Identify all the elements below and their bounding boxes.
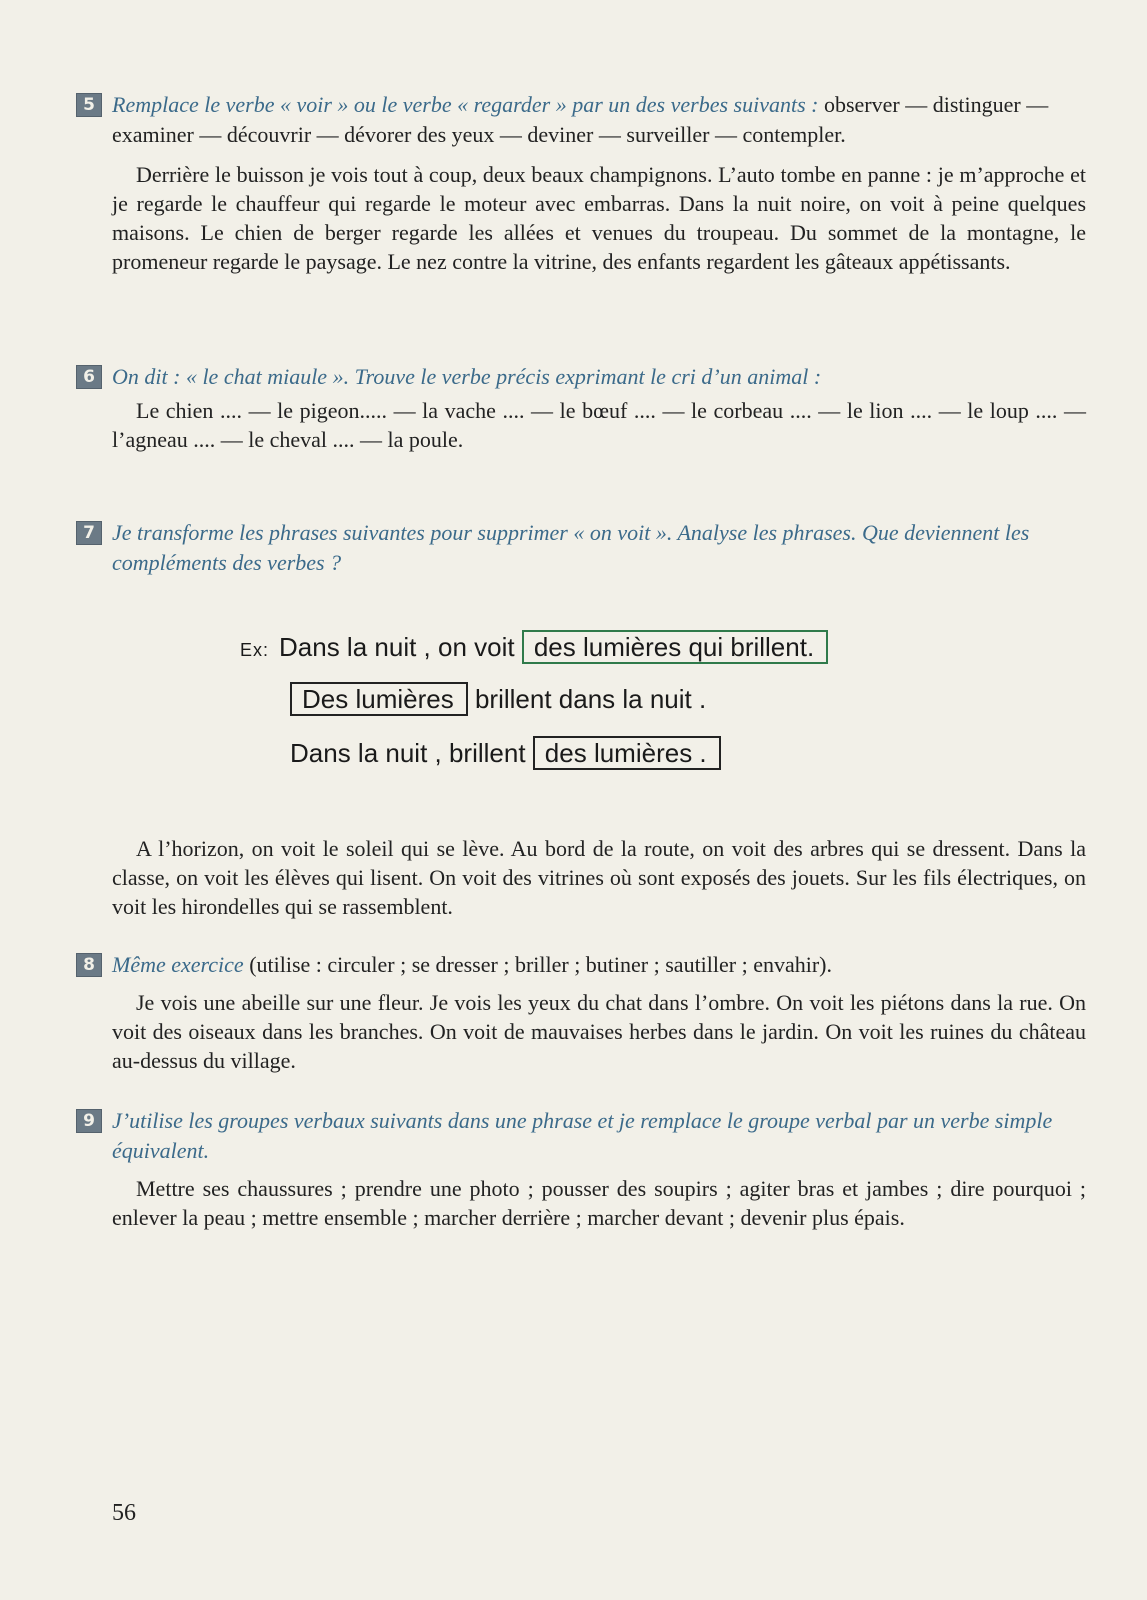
exercise-note: (utilise : circuler ; se dresser ; briller ; butiner ; sautiller ; envahir). <box>243 952 833 977</box>
exercise-text: Derrière le buisson je vois tout à coup, deux beaux champignons. L’auto tombe en panne : je m’approche et je regarde le chauffeur qui regarde le moteur avec embarras. Dans la nuit noire, on voit à peine quelques maisons. Le chien de berger regarde les allées et venues du troupeau. Du sommet de la montagne, le promeneur regarde le paysage. Le nez contre la vitrine, des enfants regardent les gâteaux appétissants. <box>112 162 1086 274</box>
exercise-number-badge: 7 <box>76 521 102 545</box>
example-text: Dans la nuit , brillent <box>290 738 526 768</box>
exercise-number-badge: 6 <box>76 365 102 389</box>
example-line-1 <box>240 630 828 667</box>
exercise-5 <box>76 90 1086 276</box>
example-line-2 <box>290 682 706 716</box>
exercise-6-heading <box>76 362 1086 392</box>
exercise-7-heading <box>76 518 1086 578</box>
exercise-instruction: Je transforme les phrases suivantes pour supprimer « on voit ». Analyse les phrases. Que deviennent les compléments des verbes ? <box>112 520 1030 575</box>
exercise-8 <box>76 950 1086 1075</box>
page-number: 56 <box>112 1500 136 1526</box>
exercise-text: Mettre ses chaussures ; prendre une photo ; pousser des soupirs ; agiter bras et jambes ; dire pourquoi ; enlever la peau ; mettre ensemble ; marcher derrière ; marcher devant ; devenir plus épais. <box>112 1176 1086 1230</box>
exercise-7-text-block <box>76 828 1086 921</box>
example-line-3 <box>290 736 721 770</box>
exercise-8-heading <box>76 950 1086 980</box>
exercise-7 <box>76 518 1086 578</box>
exercise-number-badge: 8 <box>76 953 102 977</box>
example-label: Ex: <box>240 640 270 660</box>
exercise-instruction: On dit : « le chat miaule ». Trouve le verbe précis exprimant le cri d’un animal : <box>112 364 822 389</box>
boxed-complement: des lumières qui brillent. <box>522 630 828 664</box>
exercise-6 <box>76 362 1086 454</box>
exercise-text: A l’horizon, on voit le soleil qui se lève. Au bord de la route, on voit des arbres qui se dressent. Dans la classe, on voit les élèves qui lisent. On voit des vitrines où sont exposés des jouets. Sur les fils électriques, on voit les hirondelles qui se rassemblent. <box>112 836 1086 919</box>
boxed-subject: des lumières . <box>533 736 721 770</box>
boxed-subject: Des lumières <box>290 682 468 716</box>
exercise-number-badge: 5 <box>76 93 102 117</box>
exercise-number-badge: 9 <box>76 1109 102 1133</box>
example-text: brillent dans la nuit . <box>474 684 707 714</box>
exercise-9 <box>76 1106 1086 1232</box>
exercise-text: Le chien .... — le pigeon..... — la vache .... — le bœuf .... — le corbeau .... — le lion .... — le loup .... — l’agneau .... — le cheval .... — la poule. <box>112 398 1086 452</box>
exercise-5-heading <box>76 90 1086 150</box>
exercise-instruction: Remplace le verbe « voir » ou le verbe « regarder » par un des verbes suivants : <box>112 92 819 117</box>
exercise-instruction: Même exercice <box>112 952 244 977</box>
exercise-9-heading <box>76 1106 1086 1166</box>
example-text: Dans la nuit , on voit <box>279 632 515 662</box>
verb-list: observer — distinguer — examiner — découvrir — dévorer des yeux — deviner — surveiller — contempler. <box>112 92 1049 147</box>
exercise-instruction: J’utilise les groupes verbaux suivants dans une phrase et je remplace le groupe verbal par un verbe simple équivalent. <box>112 1108 1053 1163</box>
exercise-text: Je vois une abeille sur une fleur. Je vois les yeux du chat dans l’ombre. On voit les piétons dans la rue. On voit des oiseaux dans les branches. On voit de mauvaises herbes dans le jardin. On voit les ruines du château au-dessus du village. <box>112 990 1086 1073</box>
